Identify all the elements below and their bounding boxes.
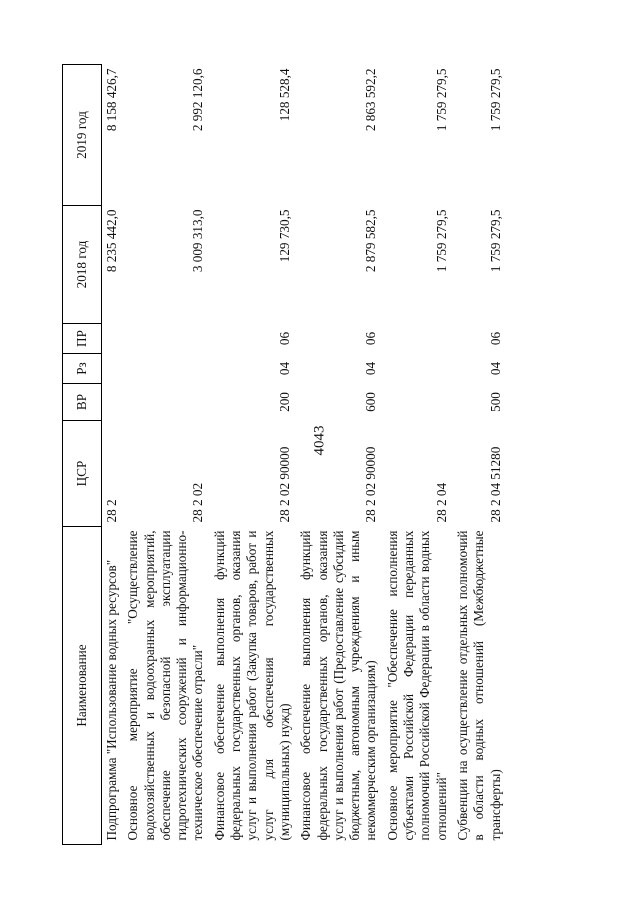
row-rz: 04: [487, 361, 503, 376]
page-number: 4043: [311, 425, 328, 456]
row-2019: 1 759 279,5: [433, 68, 449, 132]
row-2018: 3 009 313,0: [190, 209, 206, 273]
header-2018: 2018 год: [63, 206, 102, 324]
row-name: Основное мероприятие "Осуществление водохозяйственных и водоохранных мероприятий, обеспечение безопасной эксплуатации гидротехнических сооружений и информационно-техническое обеспечение отрасли": [125, 530, 206, 841]
header-vr: ВР: [63, 384, 102, 421]
header-row: [63, 65, 102, 845]
row-rz: [383, 354, 453, 384]
row-vr: 200: [276, 392, 292, 412]
header-csr: ЦСР: [63, 421, 102, 527]
row-csr: 28 2 04 51280: [487, 446, 503, 523]
row-pr: [123, 324, 209, 354]
budget-table: [62, 64, 507, 845]
row-2019: 1 759 279,5: [487, 68, 503, 132]
row-2019: 128 528,4: [276, 68, 292, 122]
row-name: Финансовое обеспечение выполнения функций федеральных государственных органов, оказания услуг и выполнения работ (Предоставление субсидий бюджетным, автономным учреждениям и иным некоммерческим организациям): [298, 530, 379, 841]
row-vr: [102, 384, 124, 421]
row-csr: 28 2 02 90000: [363, 446, 379, 523]
row-rz: 04: [276, 361, 292, 376]
table-row: [383, 65, 453, 845]
table-row: [296, 65, 382, 845]
row-name: Финансовое обеспечение выполнения функций федеральных государственных органов, оказания услуг и выполнения работ (Закупка товаров, работ и услуг для обеспечения государственных (муниципальных) нужд): [211, 530, 292, 841]
rotated-table-container: [62, 65, 597, 845]
header-rz: Рз: [63, 354, 102, 384]
row-name: Субвенции на осуществление отдельных полномочий в области водных отношений (Межбюджетные трансферты): [454, 530, 503, 841]
row-2018: 2 879 582,5: [363, 209, 379, 273]
row-2018: 1 759 279,5: [487, 209, 503, 273]
row-rz: [102, 354, 124, 384]
row-2018: 129 730,5: [276, 209, 292, 263]
row-pr: [102, 324, 124, 354]
row-pr: 06: [487, 331, 503, 346]
row-csr: 28 2 02: [190, 482, 206, 523]
row-2018: 8 235 442,0: [104, 209, 119, 273]
row-2018: 1 759 279,5: [433, 209, 449, 273]
row-csr: 28 2 04: [433, 482, 449, 523]
table-row: [210, 65, 296, 845]
row-vr: 600: [363, 392, 379, 412]
row-csr: 28 2 02 90000: [276, 446, 292, 523]
header-name: Наименование: [63, 527, 102, 845]
row-pr: 06: [276, 331, 292, 346]
row-csr: 28 2: [104, 499, 119, 523]
row-rz: 04: [363, 361, 379, 376]
table-row: [123, 65, 209, 845]
row-pr: [383, 324, 453, 354]
header-pr: ПР: [63, 324, 102, 354]
row-2019: 8 158 426,7: [104, 68, 119, 132]
header-2019: 2019 год: [63, 65, 102, 206]
row-vr: 500: [487, 392, 503, 412]
row-name: Основное мероприятие "Обеспечение исполнения субъектами Российской Федерации переданных полномочий Российской Федерации в области водных отношений": [384, 530, 449, 841]
row-2019: 2 992 120,6: [190, 68, 206, 132]
row-rz: [123, 354, 209, 384]
row-pr: 06: [363, 331, 379, 346]
row-2019: 2 863 592,2: [363, 68, 379, 132]
row-name: Подпрограмма "Использование водных ресурсов": [104, 559, 119, 841]
table-row: [102, 65, 124, 845]
table-row: [453, 65, 507, 845]
row-vr: [383, 384, 453, 421]
row-vr: [123, 384, 209, 421]
